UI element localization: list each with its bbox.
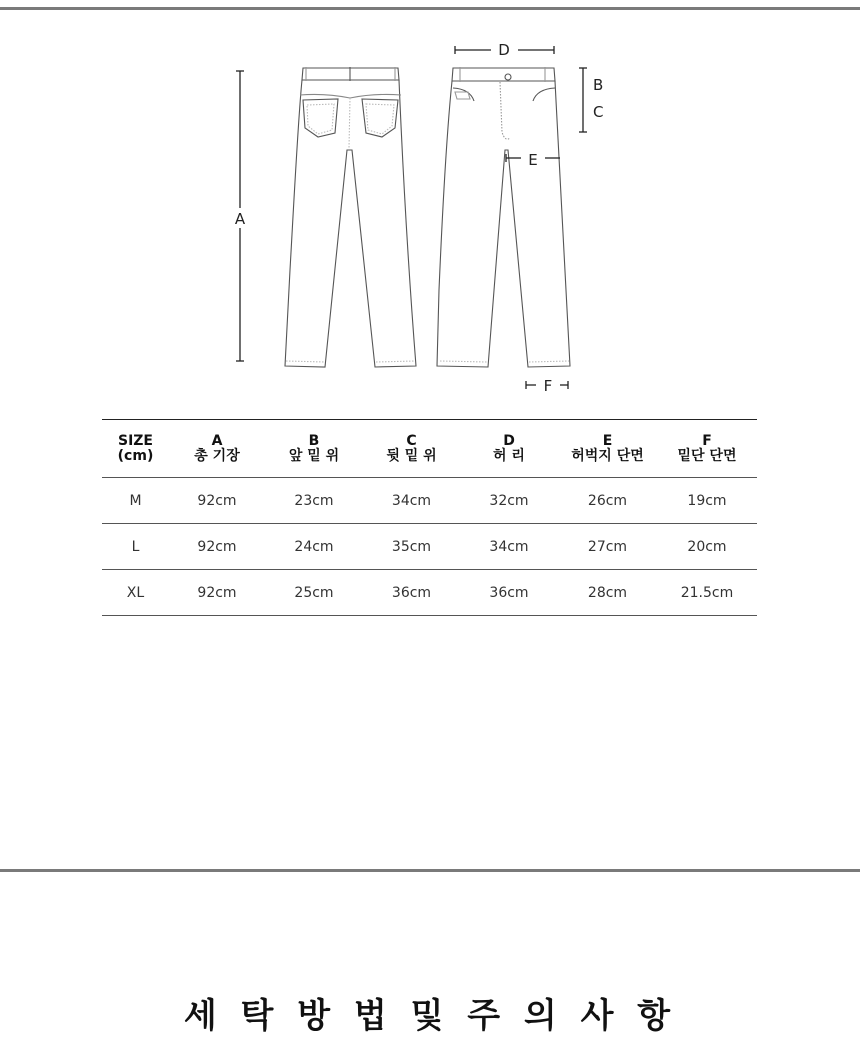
header-e: E 허벅지 단면 xyxy=(558,420,657,478)
cell-size: XL xyxy=(102,570,169,616)
table-row xyxy=(102,524,757,570)
dimension-label-d: D xyxy=(498,41,510,59)
cell-b: 23cm xyxy=(265,478,363,524)
cell-e: 26cm xyxy=(558,478,657,524)
cell-a: 92cm xyxy=(169,478,265,524)
cell-f: 20cm xyxy=(657,524,757,570)
dimension-label-c: C xyxy=(593,103,604,121)
cell-f: 21.5cm xyxy=(657,570,757,616)
cell-e: 27cm xyxy=(558,524,657,570)
pants-measurement-diagram xyxy=(0,0,860,410)
cell-c: 34cm xyxy=(363,478,460,524)
cell-b: 25cm xyxy=(265,570,363,616)
cell-d: 32cm xyxy=(460,478,558,524)
header-c: C 뒷 밑 위 xyxy=(363,420,460,478)
header-f: F 밑단 단면 xyxy=(657,420,757,478)
cell-a: 92cm xyxy=(169,524,265,570)
header-b: B 앞 밑 위 xyxy=(265,420,363,478)
cell-e: 28cm xyxy=(558,570,657,616)
header-size: SIZE (cm) xyxy=(102,420,169,478)
table-row xyxy=(102,570,757,616)
cell-d: 34cm xyxy=(460,524,558,570)
cell-size: L xyxy=(102,524,169,570)
table-row xyxy=(102,478,757,524)
cell-size: M xyxy=(102,478,169,524)
dimension-label-a: A xyxy=(234,210,246,228)
header-d: D 허 리 xyxy=(460,420,558,478)
dimension-bc xyxy=(579,68,587,132)
dimension-label-e: E xyxy=(528,151,538,169)
next-section-title: 세 탁 방 법 및 주 의 사 항 xyxy=(183,996,677,1036)
dimension-label-f: F xyxy=(543,377,553,395)
dimension-label-b: B xyxy=(593,76,604,94)
bottom-divider xyxy=(0,869,860,872)
pants-back-view xyxy=(285,67,416,367)
header-a: A 총 기장 xyxy=(169,420,265,478)
size-table xyxy=(102,419,757,616)
size-table-header xyxy=(102,420,757,478)
cell-b: 24cm xyxy=(265,524,363,570)
pants-front-view xyxy=(437,67,570,367)
cell-f: 19cm xyxy=(657,478,757,524)
cell-c: 35cm xyxy=(363,524,460,570)
cell-c: 36cm xyxy=(363,570,460,616)
cell-d: 36cm xyxy=(460,570,558,616)
cell-a: 92cm xyxy=(169,570,265,616)
